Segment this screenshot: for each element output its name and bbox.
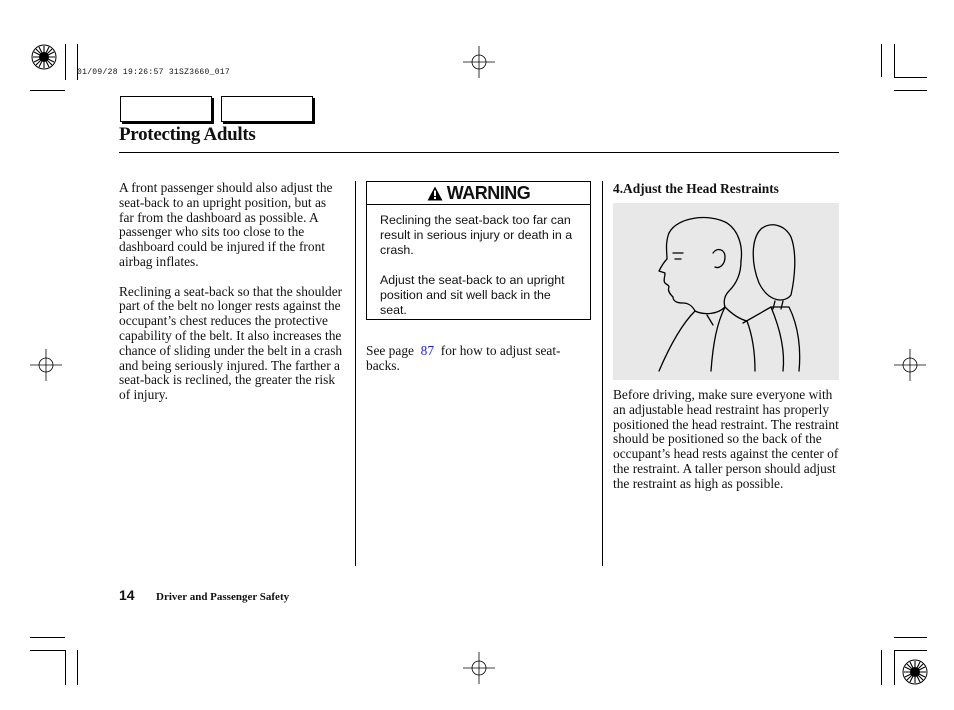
print-timestamp: 01/09/28 19:26:57 31SZ3660_017 [77, 68, 231, 77]
column-divider [355, 181, 356, 566]
registration-target-icon [30, 349, 62, 381]
warning-header [367, 182, 590, 205]
registration-target-icon [463, 46, 495, 78]
warning-box [366, 181, 591, 320]
left-column [119, 181, 343, 418]
body-paragraph: Before driving, make sure everyone with an adjustable head restraint has properly positioned the head restraint. The restraint should be positioned so the back of the occupant’s head rests against the center of the restraint. A taller person should adjust the restraint as high as possible. [613, 387, 839, 491]
starburst-mark-icon [31, 44, 57, 70]
head-restraint-illustration [613, 203, 839, 380]
starburst-mark-icon [902, 659, 928, 685]
page-87-link[interactable]: 87 [420, 343, 435, 358]
right-column-body [613, 388, 839, 506]
nav-tab-box[interactable] [120, 96, 212, 122]
registration-target-icon [894, 349, 926, 381]
registration-target-icon [463, 652, 495, 684]
warning-title: WARNING [446, 182, 531, 203]
column-divider [602, 181, 603, 566]
see-page-note [366, 344, 591, 374]
see-page-prefix: See page [366, 343, 414, 358]
section-heading: 4.Adjust the Head Restraints [613, 181, 779, 196]
body-paragraph: A front passenger should also adjust the seat-back to an upright position, but as far from the dashboard as possible. A passenger who sits too close to the dashboard could be injured if the front airbag inflates. [119, 180, 333, 269]
page-title: Protecting Adults [119, 124, 256, 145]
body-paragraph: Reclining a seat-back so that the shoulder part of the belt no longer rests against the occupant’s chest reduces the protective capability of the belt. It also increases the chance of sliding under the belt in a crash and being seriously injured. The farther a seat-back is reclined, the greater the risk of injury. [119, 283, 343, 403]
title-divider [119, 152, 839, 153]
page-number: 14 [119, 587, 135, 603]
section-footer-title: Driver and Passenger Safety [156, 591, 290, 603]
warning-paragraph: Reclining the seat-back too far can result in serious injury or death in a crash. [380, 213, 573, 257]
warning-body [367, 205, 590, 318]
see-page-suffix: for how to adjust seat-backs. [366, 343, 561, 373]
warning-paragraph: Adjust the seat-back to an upright position and sit well back in the seat. [380, 273, 565, 317]
person-head-restraint-icon [613, 203, 839, 380]
warning-triangle-icon [427, 186, 443, 201]
nav-tab-box[interactable] [221, 96, 313, 122]
